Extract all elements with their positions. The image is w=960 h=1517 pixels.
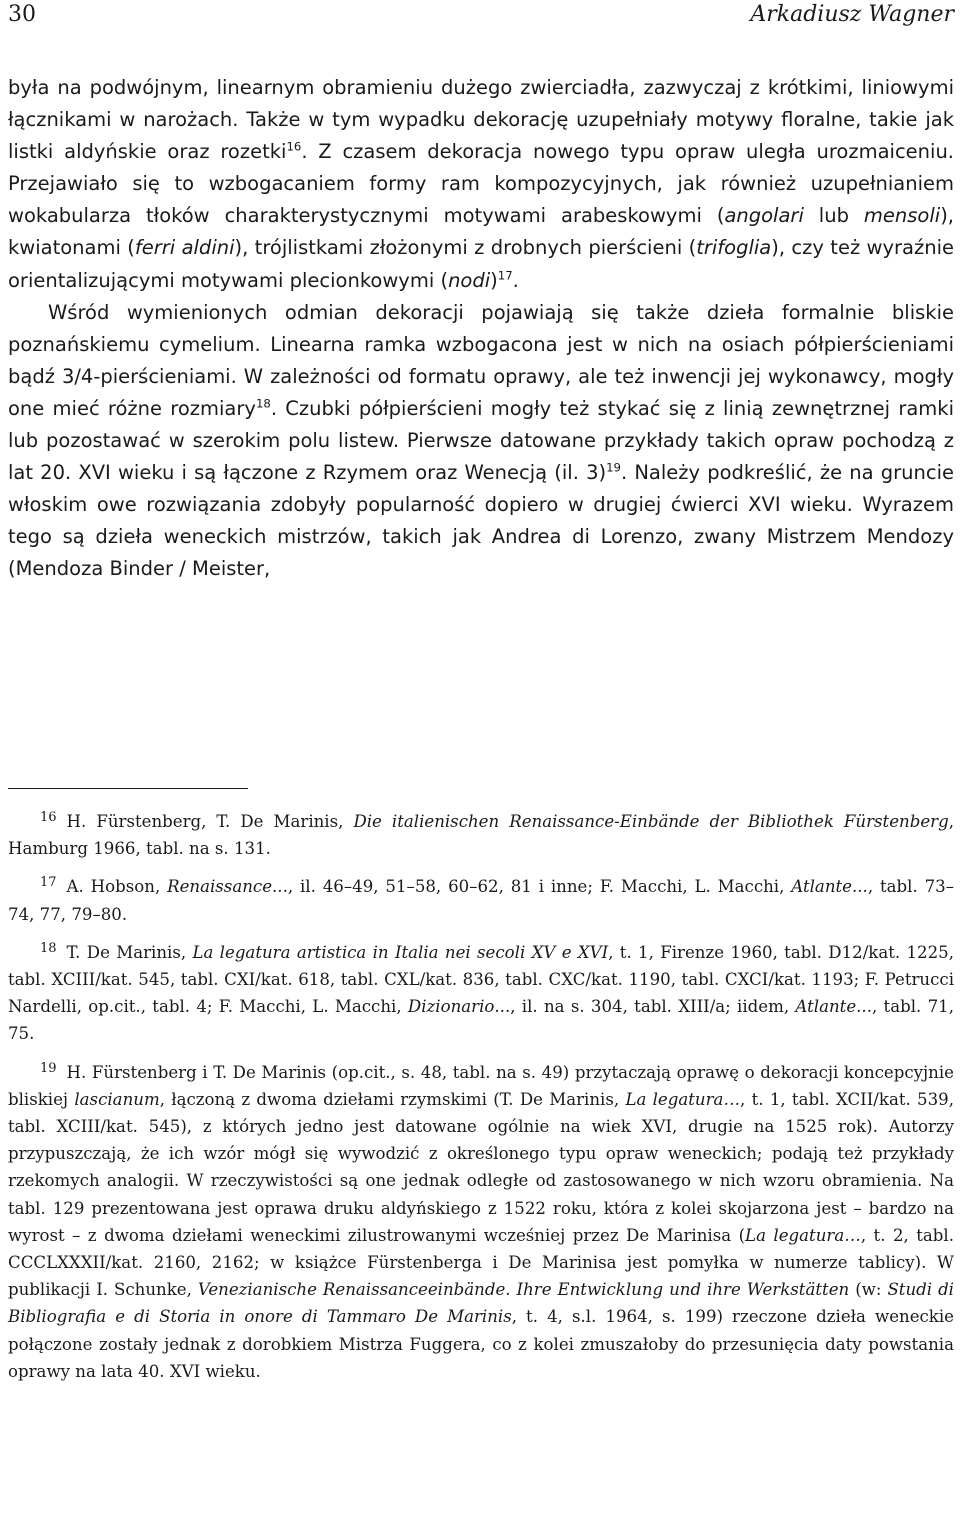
footnotes	[8, 804, 954, 1392]
italic-title: Atlante...	[795, 997, 872, 1017]
text-run: T. De Marinis,	[66, 942, 193, 962]
footnote-number: 18	[40, 940, 57, 956]
footnote-number: 19	[40, 1060, 57, 1076]
footnote-number: 17	[40, 875, 57, 891]
text-run: lub	[803, 204, 864, 228]
page-number: 30	[8, 2, 36, 27]
text-run: była na podwójnym, linearnym obramieniu dużego zwierciadła, zazwyczaj z krótkimi, liniowymi łącznikami w narożach. Także w tym wypadku dekorację uzupełniały motywy floralne, takie jak listki aldyńskie oraz rozetki	[8, 76, 954, 164]
text-run: ..., il. na s. 304, tabl. XIII/a; iidem,	[494, 997, 796, 1017]
italic-title: Dizionario	[407, 997, 495, 1017]
italic-term: angolari	[724, 204, 804, 228]
italic-title: Atlante...	[791, 877, 868, 897]
footnote-ref-18: 18	[255, 396, 271, 411]
text-run: H. Fürstenberg i T. De Marinis (op.cit., s. 48, tabl. na s. 49) przytaczają oprawę o dekoracji koncepcyjnie bliskiej	[8, 1062, 954, 1109]
text-run: , t. 1, Firenze 1960, tabl. D12/kat. 1225, tabl. XCIII/kat. 545, tabl. CXI/kat. 618, tabl. CXL/kat. 836, tabl. CXC/kat. 1190, tabl. CXCI/kat. 1193; F. Petrucci Nardelli, op.cit., tabl. 4; F. Macchi, L. Macchi,	[8, 942, 954, 1017]
text-run: . Z czasem dekoracja nowego typu opraw uległa urozmaiceniu. Przejawiało się to wzbogacaniem formy ram kompozycyjnych, jak również uzupełnianiem wokabularza tłoków charakterystycznymi motywami arabeskowymi (	[8, 140, 954, 228]
footnote-ref-16: 16	[286, 139, 302, 154]
italic-term: nodi	[448, 268, 491, 292]
text-run: , Hamburg 1966, tabl. na s. 131.	[8, 812, 954, 859]
text-run: )	[490, 268, 498, 292]
footnote-19	[8, 1055, 954, 1385]
paragraph-2	[8, 297, 954, 586]
running-head-author: Arkadiusz Wagner	[750, 2, 954, 27]
text-run: , t. 2, tabl. CCCLXXXII/kat. 2160, 2162; w książce Fürstenberga i De Marinisa jest pomyłka w numerze tablicy). W publikacji I. Schunke,	[8, 1225, 954, 1300]
italic-title: Die italienischen Renaissance-Einbände der Bibliothek Fürstenberg	[353, 812, 949, 831]
text-run: , t. 4, s.l. 1964, s. 199) rzeczone dzieła weneckie połączone zostały jednak z dorobkiem Mistrza Fuggera, co z kolei zmuszałoby do przesunięcia daty powstania oprawy na lata 40. XVI wieku.	[8, 1307, 954, 1381]
footnote-ref-19: 19	[606, 460, 621, 475]
text-run: (w:	[849, 1280, 888, 1300]
footnote-number: 16	[40, 810, 57, 825]
text-run: H. Fürstenberg, T. De Marinis,	[66, 812, 354, 831]
footnote-ref-17: 17	[497, 268, 513, 283]
footnote-18	[8, 935, 954, 1048]
italic-title: Renaissance...	[167, 877, 288, 897]
italic-title: La legatura artistica in Italia nei secoli XV e XVI	[192, 942, 609, 962]
paragraph-1	[8, 72, 954, 297]
italic-term: ferri aldini	[134, 236, 235, 260]
text-run: . Czubki półpierścieni mogły też stykać się z linią zewnętrznej ramki lub pozostawać w szerokim polu listew. Pierwsze datowane przykłady takich opraw pochodzą z lat 20. XVI wieku i są łączone z Rzymem oraz Wenecją (il. 3)	[8, 396, 954, 485]
text-run: , łączoną z dwoma dziełami rzymskimi (T. De Marinis,	[159, 1089, 626, 1109]
footnote-16	[8, 804, 954, 862]
text-run: , t. 1, tabl. XCII/kat. 539, tabl. XCIII/kat. 545), z których jedno jest datowane ogólnie na wiek XVI, drugie na 1525 rok). Autorzy przypuszczają, że ich wzór mógł się wywodzić z określonego typu opraw weneckich; podają też przykłady rzekomych analogii. W rzeczywistości są one jednak odległe od zastosowanego w nich wzoru obramienia. Na tabl. 129 prezentowana jest oprawa druku aldyńskiego z 1522 roku, która z kolei skojarzona jest – bardzo na wyrost – z dwoma dziełami weneckimi zilustrowanymi wcześniej przez De Marinisa (	[8, 1089, 954, 1245]
text-run: A. Hobson,	[66, 877, 168, 897]
text-run: ), kwiatonami (	[8, 204, 955, 260]
italic-title: Studi di Bibliografia e di Storia in onore di Tammaro De Marinis	[8, 1280, 954, 1327]
italic-term: trifoglia	[696, 236, 772, 260]
footnote-17	[8, 869, 954, 927]
italic-term: lascianum	[74, 1089, 160, 1109]
italic-term: mensoli	[863, 204, 941, 228]
text-run: ), czy też wyraźnie orientalizującymi motywami plecionkowymi (	[8, 236, 955, 292]
text-run: . Należy podkreślić, że na gruncie włoskim owe rozwiązania zdobyły popularność dopiero w drugiej ćwierci XVI wieku. Wyrazem tego są dzieła weneckich mistrzów, takich jak Andrea di Lorenzo, zwany Mistrzem Mendozy (Mendoza Binder / Meister,	[8, 461, 955, 581]
text-run: Wśród wymienionych odmian dekoracji pojawiają się także dzieła formalnie bliskie poznańskiemu cymelium. Linearna ramka wzbogacona jest w nich na osiach półpierścieniami bądź 3/4-pierścieniami. W zależności od formatu oprawy, ale też inwencji jej wykonawcy, mogły one mieć różne rozmiary	[8, 300, 954, 420]
main-text	[8, 72, 954, 586]
text-run: .	[512, 268, 519, 292]
text-run: , il. 46–49, 51–58, 60–62, 81 i inne; F. Macchi, L. Macchi,	[287, 877, 792, 897]
italic-title: La legatura…	[745, 1225, 861, 1245]
text-run: , tabl. 71, 75.	[8, 997, 954, 1044]
italic-title: Venezianische Renaissanceeinbände. Ihre Entwicklung und ihre Werkstätten	[197, 1280, 850, 1300]
text-run: , tabl. 73–74, 77, 79–80.	[8, 877, 955, 924]
footnote-separator	[8, 788, 248, 789]
running-header	[8, 2, 954, 32]
text-run: ), trójlistkami złożonymi z drobnych pierścieni (	[234, 236, 697, 260]
italic-title: La legatura…	[625, 1089, 741, 1109]
